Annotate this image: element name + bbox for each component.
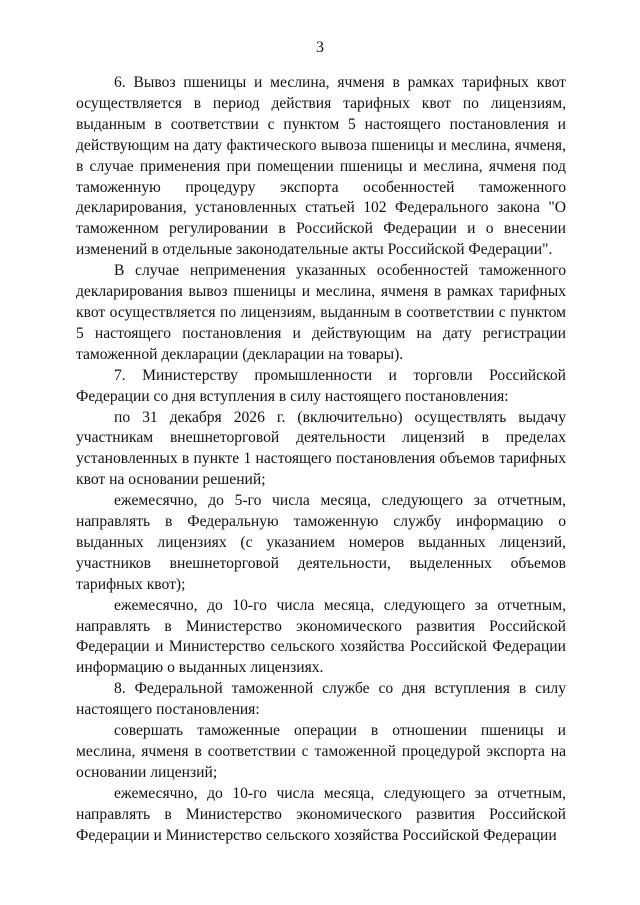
paragraph-item-8-customs-operations: совершать таможенные операции в отношении пшеницы и меслина, ячменя в соответствии с таможенной процедурой экспорта на основании лицензий;	[76, 722, 566, 781]
paragraph-item-6-alternative: В случае неприменения указанных особенностей таможенного декларирования вывоз пшеницы и меслина, ячменя в рамках тарифных квот осуществляется по лицензиям, выданным в соответствии с пунктом 5 настоящего постановления и действующим на дату регистрации таможенной декларации (декларации на товары).	[76, 262, 566, 363]
paragraph-item-6: 6. Вывоз пшеницы и меслина, ячменя в рамках тарифных квот осуществляется в период действия тарифных квот по лицензиям, выданным в соответствии с пунктом 5 настоящего постановления и действующим на дату фактического вывоза пшеницы и меслина, ячменя, в случае применения при помещении пшеницы и меслина, ячменя под таможенную процедуру экспорта особенностей таможенного декларирования, установленных статьей 102 Федерального закона "О таможенном регулировании в Российской Федерации и о внесении изменений в отдельные законодательные акты Российской Федерации".	[76, 74, 566, 259]
paragraph-item-8: 8. Федеральной таможенной службе со дня вступления в силу настоящего постановления:	[76, 680, 566, 719]
paragraph-item-7-report-to-ministries: ежемесячно, до 10-го числа месяца, следующего за отчетным, направлять в Министерство экономического развития Российской Федерации и Министерство сельского хозяйства Российской Федерации информацию о выданных лицензиях.	[76, 596, 566, 677]
document-body	[76, 73, 566, 847]
paragraph-item-7: 7. Министерству промышленности и торговли Российской Федерации со дня вступления в силу настоящего постановления:	[76, 366, 566, 405]
page-number: 3	[316, 39, 324, 56]
paragraph-item-7-issue-licenses: по 31 декабря 2026 г. (включительно) осуществлять выдачу участникам внешнеторговой деятельности лицензий в пределах установленных в пункте 1 настоящего постановления объемов тарифных квот на основании решений;	[76, 408, 566, 489]
paragraph-item-7-report-to-customs: ежемесячно, до 5-го числа месяца, следующего за отчетным, направлять в Федеральную таможенную службу информацию о выданных лицензиях (с указанием номеров выданных лицензий, участников внешнеторговой деятельности, выделенных объемов тарифных квот);	[76, 492, 566, 593]
paragraph-item-8-report-to-ministries: ежемесячно, до 10-го числа месяца, следующего за отчетным, направлять в Министерство экономического развития Российской Федерации и Министерство сельского хозяйства Российской Федерации	[76, 784, 566, 844]
